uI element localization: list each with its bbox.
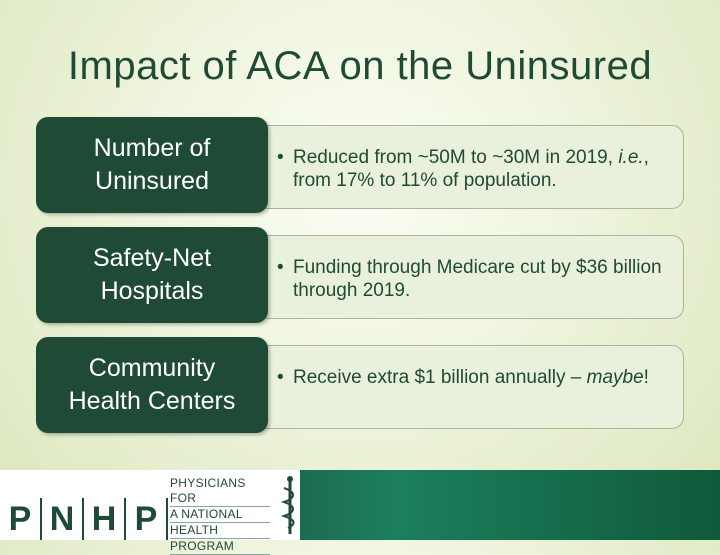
detail-text-part: Reduced from ~50M to ~30M in 2019, [293,147,619,168]
row-label-line: Uninsured [95,167,209,195]
detail-text-part: , from 17% to 11% of population. [293,147,649,191]
detail-text-part: Receive extra $1 billion annually – [293,367,587,388]
row-label-line: Number of [93,134,211,162]
pnhp-logo [0,470,300,553]
row-detail-box [256,345,684,429]
row-label-box [36,117,268,213]
caduceus-icon [280,474,300,536]
detail-text-part: ! [643,367,649,388]
logo-text-line: A NATIONAL [170,507,270,523]
logo-text-line: PHYSICIANS FOR [170,476,270,507]
footer-band [0,470,720,553]
row-detail-box [256,125,684,209]
row-label-line: Hospitals [100,277,204,305]
bullet: • [277,147,284,168]
row-label-box [36,337,268,433]
logo-letter: P [0,498,42,540]
logo-text [170,476,270,555]
row-safety-net-hospitals [36,227,686,323]
row-detail-text [293,146,669,192]
slide-title: Impact of ACA on the Uninsured [67,44,653,88]
row-label-box [36,227,268,323]
row-label-line: Health Centers [68,387,236,415]
row-number-of-uninsured [36,117,686,213]
row-label-line: Safety-Net [92,244,212,272]
logo-letter: P [126,498,168,540]
row-detail-box [256,235,684,319]
detail-text-italic: i.e. [618,147,644,168]
detail-text-part: Funding through Medicare cut by $36 billion through 2019. [293,257,662,301]
logo-text-line: PROGRAM [170,539,270,555]
logo-letter: N [42,498,84,540]
row-detail-text [293,366,649,389]
bullet: • [277,367,284,388]
row-community-health-centers [36,337,686,433]
detail-text-italic: maybe [586,367,644,388]
row-label-line: Community [88,354,216,382]
row-detail-text [293,256,669,302]
logo-text-line: HEALTH [170,523,270,539]
logo-letters [0,498,168,540]
bullet: • [277,257,284,278]
logo-letter: H [84,498,126,540]
